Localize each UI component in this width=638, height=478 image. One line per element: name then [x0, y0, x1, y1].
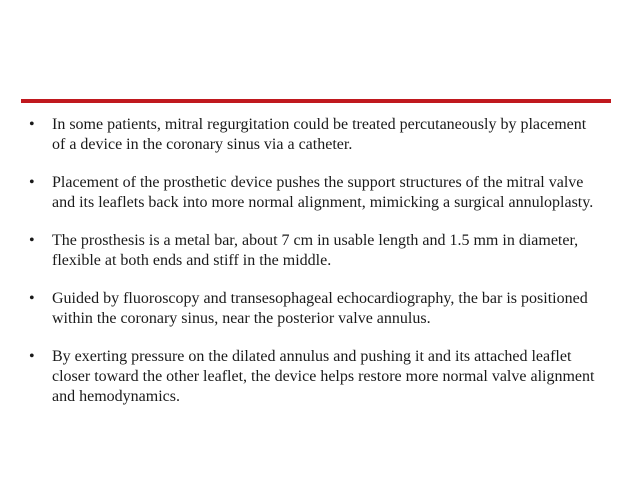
bullet-icon: •: [29, 290, 35, 307]
bullet-icon: •: [29, 232, 35, 249]
bullet-text: Placement of the prosthetic device pushes the support structures of the mitral valve and its leaflets back into more normal alignment, mimicking a surgical annuloplasty.: [52, 174, 594, 211]
bullet-item-4: [0, 289, 638, 329]
bullet-item-5: [0, 347, 638, 407]
bullet-icon: •: [29, 348, 35, 365]
bullet-item-2: [0, 173, 638, 213]
bullet-text: The prosthesis is a metal bar, about 7 cm in usable length and 1.5 mm in diameter, flexible at both ends and stiff in the middle.: [52, 232, 579, 269]
bullet-text: In some patients, mitral regurgitation could be treated percutaneously by placement of a device in the coronary sinus via a catheter.: [52, 116, 587, 153]
bullet-item-3: [0, 231, 638, 271]
bullet-item-1: [0, 115, 638, 155]
bullet-list: [0, 115, 638, 425]
bullet-text: Guided by fluoroscopy and transesophageal echocardiography, the bar is positioned within the coronary sinus, near the posterior valve annulus.: [52, 290, 588, 327]
bullet-icon: •: [29, 116, 35, 133]
title-divider-rule: [21, 99, 611, 103]
bullet-icon: •: [29, 174, 35, 191]
bullet-text: By exerting pressure on the dilated annulus and pushing it and its attached leaflet closer toward the other leaflet, the device helps restore more normal valve alignment and hemodynamics.: [52, 348, 595, 405]
